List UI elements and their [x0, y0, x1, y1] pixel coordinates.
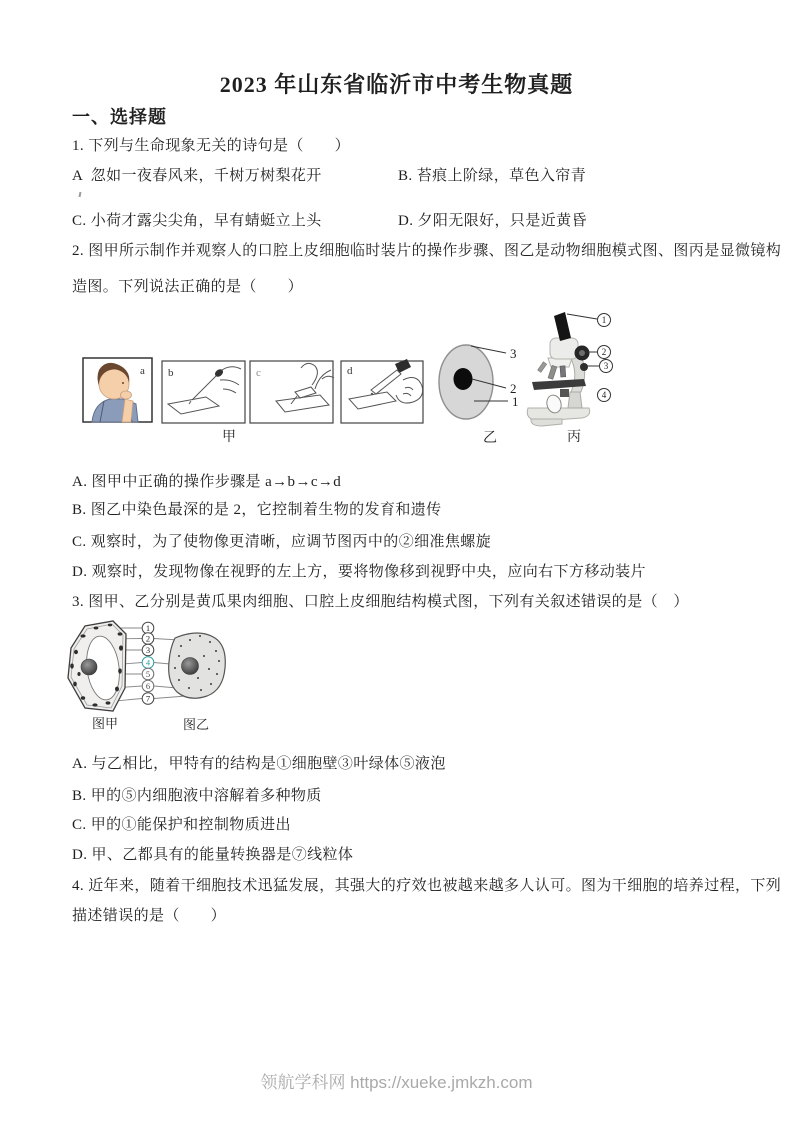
q2-option-a: A. 图甲中正确的操作步骤是 a→b→c→d: [72, 474, 342, 490]
watermark: 领航学科网 https://xueke.jmkzh.com: [260, 1073, 533, 1092]
cell-callout-2: 2: [510, 381, 517, 396]
q2-stem-line2: 造图。下列说法正确的是（ ）: [72, 279, 304, 295]
structure-numbers: [142, 622, 154, 704]
q2-figure: [70, 300, 622, 448]
q2-option-c: C. 观察时，为了使物像更清晰，应调节图丙中的②细准焦螺旋: [72, 534, 492, 550]
q3-option-b: B. 甲的⑤内细胞液中溶解着多种物质: [72, 788, 322, 804]
q1-option-c: C. 小荷才露尖尖角，早有蜻蜓立上头: [72, 213, 322, 229]
scope-callout-4: 4: [601, 390, 607, 400]
panel-a-illustration: [83, 358, 152, 422]
panel-b-illustration: [162, 361, 245, 423]
panel-c-illustration: [250, 361, 334, 423]
q3-num-6: 6: [145, 681, 151, 691]
animal-cell-diagram: [439, 345, 519, 419]
q3-option-c: C. 甲的①能保护和控制物质进出: [72, 817, 291, 833]
q3-num-7: 7: [145, 693, 151, 704]
q3-num-2: 2: [145, 633, 151, 644]
scope-callout-3: 3: [603, 361, 609, 371]
oral-cell-diagram: [169, 633, 226, 698]
q3-option-d: D. 甲、乙都具有的能量转换器是⑦线粒体: [72, 847, 354, 863]
panel-d-illustration: [341, 359, 423, 423]
q3-stem: 3. 图甲、乙分别是黄瓜果肉细胞、口腔上皮细胞结构模式图，下列有关叙述错误的是（ ）: [72, 594, 689, 610]
q3-option-a: A. 与乙相比，甲特有的结构是①细胞壁③叶绿体⑤液泡: [72, 756, 446, 772]
q3-num-4: 4: [145, 657, 151, 668]
panel-d-label: d: [347, 365, 353, 377]
cell-callout-3: 3: [510, 346, 517, 361]
q3-figure: [63, 616, 243, 740]
q1-option-a: A 忽如一夜春风来，千树万树梨花开: [72, 168, 322, 184]
panel-b-label: b: [168, 367, 174, 379]
scope-callout-2: 2: [601, 347, 607, 357]
page-title: 2023 年山东省临沂市中考生物真题: [219, 72, 574, 97]
microscope-illustration: [527, 312, 589, 426]
q2-stem-line1: 2. 图甲所示制作并观察人的口腔上皮细胞临时装片的操作步骤、图乙是动物细胞模式图、图丙是显微镜构: [72, 243, 782, 259]
q3-num-3: 3: [145, 645, 151, 655]
q2-option-d: D. 观察时，发现物像在视野的左上方，要将物像移到视野中央，应向右下方移动装片: [72, 564, 646, 580]
figure-label-bing: 丙: [567, 430, 581, 445]
q3-num-1: 1: [145, 623, 151, 633]
figure-label-yi: 乙: [483, 431, 497, 446]
q1-stem: 1. 下列与生命现象无关的诗句是（ ）: [72, 138, 351, 154]
q4-stem-line1: 4. 近年来，随着干细胞技术迅猛发展，其强大的疗效也被越来越多人认可。图为干细胞的培养过程，下列: [72, 878, 782, 894]
panel-c-label: c: [256, 367, 261, 379]
scan-artifact: [79, 192, 82, 197]
section-heading: 一、选择题: [72, 107, 167, 127]
q4-stem-line2: 描述错误的是（ ）: [72, 908, 227, 924]
q3-label-yi: 图乙: [182, 717, 210, 732]
q1-option-b: B. 苔痕上阶绿，草色入帘青: [398, 168, 587, 184]
panel-a-label: a: [140, 365, 145, 377]
figure-label-jia: 甲: [222, 430, 236, 445]
q3-num-5: 5: [145, 669, 151, 679]
q1-option-d: D. 夕阳无限好，只是近黄昏: [398, 213, 587, 229]
cell-callout-1: 1: [512, 394, 519, 409]
q2-option-b: B. 图乙中染色最深的是 2，它控制着生物的发育和遗传: [72, 502, 442, 518]
q3-label-jia: 图甲: [91, 716, 119, 731]
plant-cell-diagram: [68, 621, 126, 711]
scope-callout-1: 1: [601, 315, 607, 325]
